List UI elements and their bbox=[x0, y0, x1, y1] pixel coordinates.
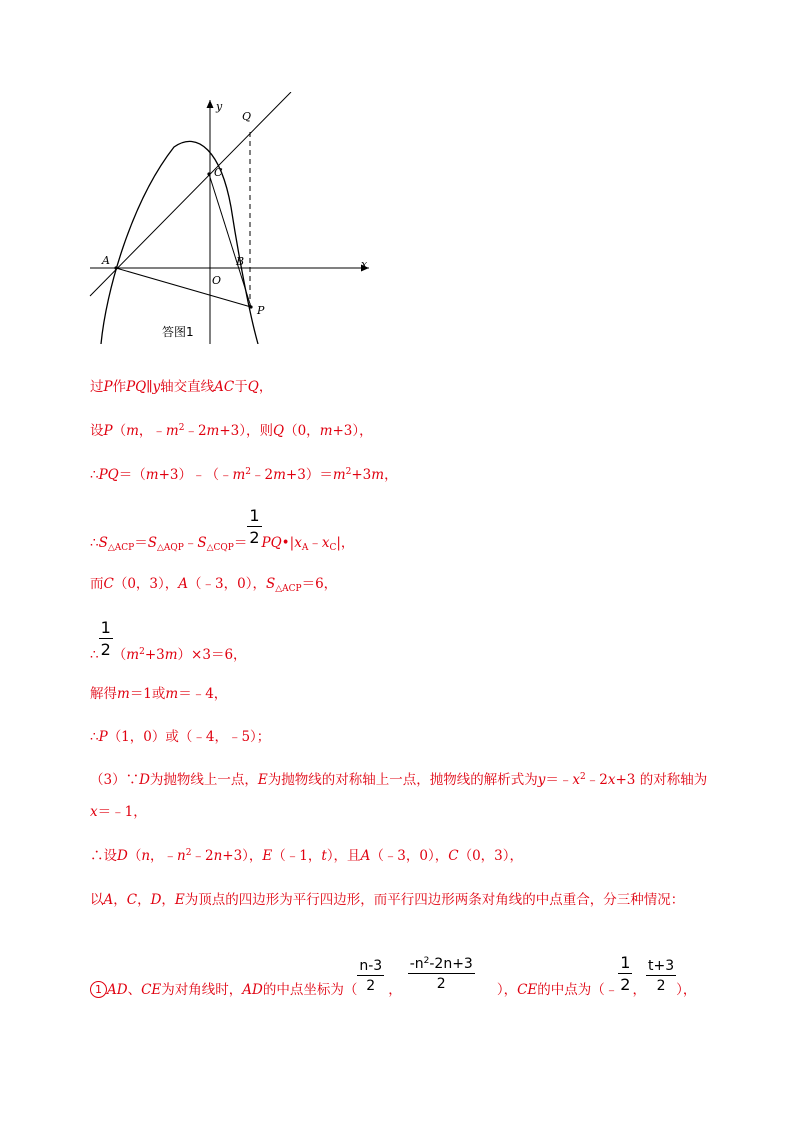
text: +3），则 bbox=[219, 423, 274, 439]
figure-svg bbox=[86, 92, 386, 344]
var: t bbox=[321, 848, 327, 864]
point-p bbox=[249, 305, 252, 308]
subscript: △AQP bbox=[156, 543, 184, 553]
var: E bbox=[174, 892, 185, 908]
text: ＝﹣ bbox=[545, 772, 573, 788]
label-a: A bbox=[102, 254, 110, 267]
var: m bbox=[273, 467, 286, 483]
var: E bbox=[262, 848, 273, 864]
text: （0， bbox=[284, 423, 320, 439]
text: ∴ bbox=[90, 729, 99, 745]
solution-line-8 bbox=[90, 727, 270, 747]
superscript: 2 bbox=[580, 772, 586, 782]
fraction-numerator: t+3 bbox=[647, 958, 675, 974]
var: C bbox=[126, 892, 138, 908]
text: ﹣ bbox=[183, 535, 198, 551]
text: （0，3）， bbox=[113, 576, 179, 592]
var: m bbox=[165, 686, 179, 702]
var: m bbox=[145, 467, 159, 483]
label-b: B bbox=[236, 255, 245, 268]
superscript: 2 bbox=[345, 467, 352, 477]
text: •| bbox=[281, 535, 295, 551]
text: ， bbox=[113, 892, 127, 908]
text: ， bbox=[161, 892, 175, 908]
text: （ bbox=[127, 848, 142, 864]
solution-line-6 bbox=[90, 620, 247, 665]
label-x-axis: x bbox=[361, 258, 368, 271]
var: PQ bbox=[126, 379, 147, 395]
var: P bbox=[98, 729, 108, 745]
y-axis-arrow bbox=[207, 100, 214, 108]
var: A bbox=[178, 576, 189, 592]
fraction-one-half bbox=[618, 955, 632, 993]
var: m bbox=[332, 467, 346, 483]
text: ， bbox=[632, 982, 646, 998]
superscript: 2 bbox=[423, 956, 430, 966]
text: 以 bbox=[90, 892, 104, 908]
fraction-denominator: 2 bbox=[100, 640, 111, 659]
fraction-one-half bbox=[99, 620, 113, 658]
var: S bbox=[197, 535, 207, 551]
text: 、 bbox=[127, 982, 142, 998]
subscript: C bbox=[329, 543, 337, 553]
solution-line-3 bbox=[90, 465, 398, 485]
text: 作 bbox=[112, 379, 127, 395]
var: m bbox=[371, 467, 385, 483]
text: +3 bbox=[144, 647, 165, 663]
var: Q bbox=[247, 379, 259, 395]
numerator-part: -2n+3 bbox=[429, 956, 473, 972]
var: n bbox=[141, 848, 151, 864]
superscript: 2 bbox=[245, 467, 252, 477]
solution-line-1 bbox=[90, 377, 272, 397]
text: （1，0）或（﹣4，﹣5）； bbox=[107, 729, 271, 745]
text: 为顶点的四边形为平行四边形，而平行四边形两条对角线的中点重合，分三种情况： bbox=[184, 892, 685, 908]
parabola-figure bbox=[86, 92, 386, 344]
var: Q bbox=[273, 423, 285, 439]
var: AD bbox=[107, 982, 128, 998]
var: m bbox=[164, 647, 178, 663]
text: 设 bbox=[90, 423, 104, 439]
var: m bbox=[165, 423, 179, 439]
text: ﹣2 bbox=[191, 848, 214, 864]
text: ∴ bbox=[90, 647, 99, 663]
var: D bbox=[117, 848, 128, 864]
text: ﹣ bbox=[308, 535, 322, 551]
var: A bbox=[360, 848, 371, 864]
segment-ap bbox=[116, 268, 251, 307]
text: 的中点为（﹣ bbox=[537, 982, 619, 998]
text: ＝6， bbox=[301, 576, 338, 592]
line-ac bbox=[90, 92, 291, 296]
solution-line-4 bbox=[90, 508, 354, 553]
var: C bbox=[103, 576, 114, 592]
text: ，﹣ bbox=[138, 423, 166, 439]
fraction-denominator: 2 bbox=[366, 978, 376, 994]
text: ＝（ bbox=[118, 467, 146, 483]
text: （﹣3，0）， bbox=[370, 848, 449, 864]
var: E bbox=[257, 772, 268, 788]
var: CE bbox=[517, 982, 538, 998]
var: S bbox=[147, 535, 157, 551]
text: （3）∵ bbox=[90, 772, 140, 788]
text: ）， bbox=[676, 982, 697, 998]
text: ∥ bbox=[146, 379, 153, 395]
text: ∴ bbox=[90, 467, 99, 483]
text: （﹣3，0）， bbox=[188, 576, 266, 592]
text: ， bbox=[258, 379, 273, 395]
text: 为对角线时， bbox=[161, 982, 243, 998]
fraction-denominator: 2 bbox=[620, 975, 631, 994]
text: ＝ bbox=[134, 535, 148, 551]
var: m bbox=[232, 467, 246, 483]
var: m bbox=[117, 686, 130, 702]
text: ），且 bbox=[326, 848, 361, 864]
solution-line-2 bbox=[90, 421, 373, 441]
text: +3）， bbox=[332, 423, 373, 439]
text: ， bbox=[384, 467, 398, 483]
solution-line-5 bbox=[90, 574, 337, 594]
text: （0，3）， bbox=[458, 848, 524, 864]
text: 而 bbox=[90, 576, 104, 592]
var: m bbox=[206, 423, 220, 439]
var: S bbox=[98, 535, 108, 551]
fraction-denominator: 2 bbox=[436, 976, 446, 992]
text: ﹣2 bbox=[585, 772, 608, 788]
text: ∴ bbox=[90, 535, 99, 551]
solution-line-9 bbox=[90, 770, 707, 790]
text: ， bbox=[137, 892, 151, 908]
var: CE bbox=[141, 982, 162, 998]
fraction-t-plus-3-over-2 bbox=[646, 959, 676, 993]
text: ﹣2 bbox=[251, 467, 274, 483]
fraction-numerator bbox=[408, 957, 475, 973]
var: y bbox=[152, 379, 161, 395]
text: ）， bbox=[496, 982, 518, 998]
var: A bbox=[103, 892, 114, 908]
subscript: △ACP bbox=[107, 543, 135, 553]
text: +3）， bbox=[222, 848, 263, 864]
text: （﹣1， bbox=[272, 848, 322, 864]
subscript: △CQP bbox=[206, 543, 234, 553]
var: x bbox=[321, 535, 330, 551]
var: x bbox=[294, 535, 302, 551]
var: D bbox=[150, 892, 162, 908]
point-c bbox=[207, 172, 210, 175]
var: y bbox=[537, 772, 546, 788]
text: +3 bbox=[351, 467, 372, 483]
var: AD bbox=[242, 982, 263, 998]
text: 解得 bbox=[90, 686, 117, 702]
text: |， bbox=[336, 535, 355, 551]
text: 为抛物线上一点， bbox=[149, 772, 258, 788]
text: 轴交直线 bbox=[160, 379, 215, 395]
var: P bbox=[103, 379, 113, 395]
text: 过 bbox=[90, 379, 104, 395]
point-a bbox=[114, 266, 117, 269]
text: 为抛物线的对称轴上一点，抛物线的解析式为 bbox=[267, 772, 538, 788]
text: 的中点坐标为（ bbox=[262, 982, 358, 998]
var: PQ bbox=[261, 535, 282, 551]
label-p: P bbox=[257, 304, 265, 317]
solution-line-7 bbox=[90, 684, 227, 704]
text: ＝1或 bbox=[129, 686, 166, 702]
text: （ bbox=[112, 647, 127, 663]
subscript: △ACP bbox=[275, 584, 302, 594]
fraction-numerator: n-3 bbox=[359, 958, 383, 974]
label-c: C bbox=[214, 166, 223, 179]
text: +3）﹣（﹣ bbox=[158, 467, 233, 483]
text: ）×3＝6， bbox=[177, 647, 247, 663]
var: S bbox=[265, 576, 276, 592]
text: ＝﹣1， bbox=[97, 804, 147, 820]
text: （ bbox=[112, 423, 127, 439]
text: ，﹣ bbox=[150, 848, 178, 864]
fraction-one-half bbox=[247, 508, 261, 546]
var: m bbox=[126, 647, 140, 663]
var: x bbox=[607, 772, 616, 788]
var: x bbox=[90, 804, 98, 820]
label-y-axis: y bbox=[216, 100, 223, 113]
solution-line-13 bbox=[90, 955, 696, 1000]
figure-caption: 答图1 bbox=[162, 325, 194, 339]
var: C bbox=[448, 848, 459, 864]
fraction-numerator: 1 bbox=[100, 618, 111, 637]
fraction-numerator: 1 bbox=[249, 506, 260, 525]
superscript: 2 bbox=[139, 647, 145, 657]
var: n bbox=[213, 848, 223, 864]
text: ﹣2 bbox=[184, 423, 207, 439]
parabola-curve bbox=[101, 141, 258, 344]
text: ， bbox=[388, 982, 402, 998]
fraction-denominator: 2 bbox=[656, 978, 666, 994]
text: ＝﹣4， bbox=[178, 686, 228, 702]
text: +3 的对称轴为 bbox=[615, 772, 708, 788]
text: 于 bbox=[234, 379, 248, 395]
superscript: 2 bbox=[178, 423, 185, 433]
var: m bbox=[319, 423, 333, 439]
segment-cp bbox=[209, 174, 251, 307]
numerator-part: -n bbox=[409, 956, 424, 972]
var: AC bbox=[214, 379, 235, 395]
solution-line-12 bbox=[90, 890, 684, 910]
fraction-numerator: 1 bbox=[620, 953, 631, 972]
text: ∴设 bbox=[90, 848, 117, 864]
text: ＝ bbox=[233, 535, 248, 551]
var: PQ bbox=[98, 467, 119, 483]
text: +3）＝ bbox=[285, 467, 333, 483]
var: m bbox=[126, 423, 139, 439]
circled-number: 1 bbox=[90, 981, 107, 998]
var: P bbox=[103, 423, 113, 439]
var: n bbox=[177, 848, 186, 864]
label-q: Q bbox=[242, 110, 252, 123]
superscript: 2 bbox=[185, 848, 192, 858]
var: x bbox=[572, 772, 581, 788]
subscript: A bbox=[301, 543, 309, 553]
fraction-quadratic-over-2 bbox=[408, 957, 475, 991]
label-o: O bbox=[212, 274, 222, 287]
var: D bbox=[139, 772, 150, 788]
fraction-denominator: 2 bbox=[249, 528, 260, 547]
solution-line-11 bbox=[90, 846, 523, 866]
solution-line-10 bbox=[90, 802, 147, 822]
fraction-n-minus-3-over-2 bbox=[357, 959, 384, 993]
